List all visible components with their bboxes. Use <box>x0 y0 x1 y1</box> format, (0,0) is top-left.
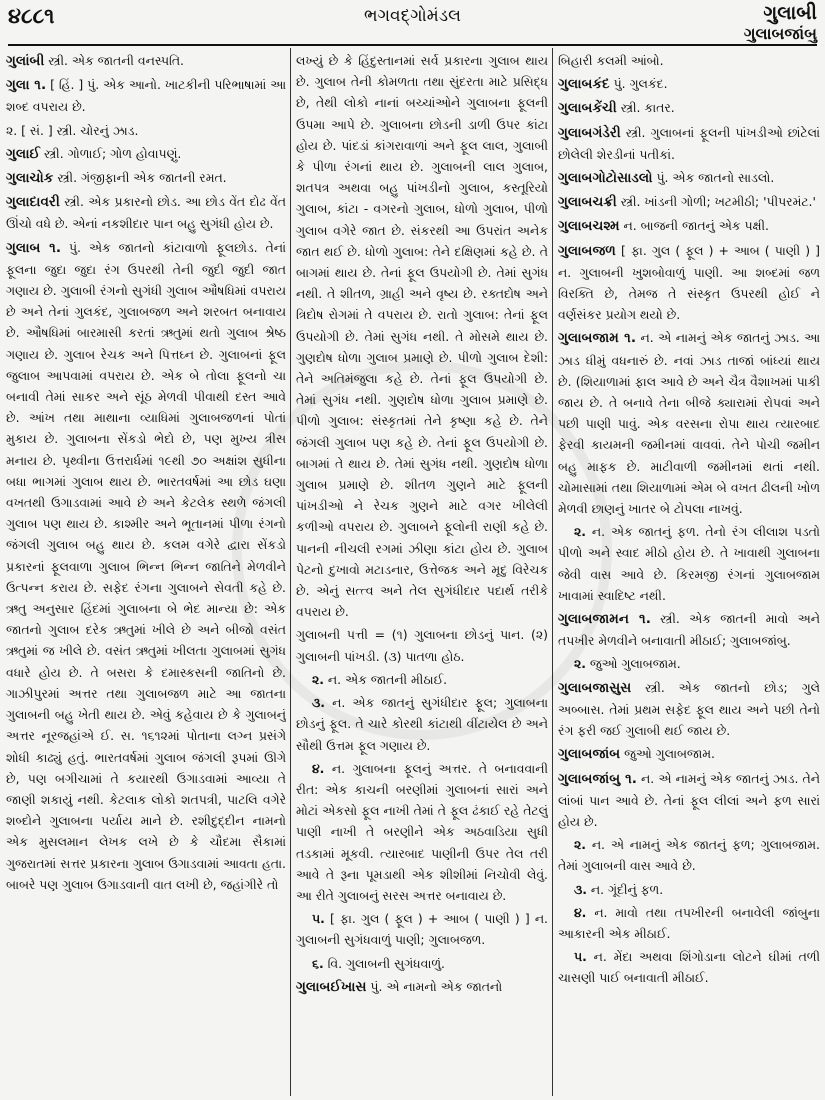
dictionary-entry <box>558 743 820 765</box>
entry-definition: સ્ત્રી. એક જાતનો છોડ; ગુલે અબ્બાસ. તેમાં પ્રથમ સફેદ ફૂલ થાય અને પછી તેનો રંગ ફરી જઈ ગુલાબી થઈ જાય છે. <box>558 679 820 739</box>
dictionary-entry <box>6 74 286 117</box>
dictionary-entry <box>6 167 286 189</box>
entry-headword: ગુલાબગોટોસાડલો <box>558 170 653 187</box>
entry-headword: ગુલાબકંદ <box>558 76 610 93</box>
entry-definition: [ ફા. ગુલ ( ફૂલ ) + આબ ( પાણી ) ] ન. ગુલાબની સુગંધવાળું પાણી; ગુલાબજળ. <box>296 911 548 948</box>
guide-word-top: ગુલાબી <box>763 2 817 24</box>
entry-headword: ૪. <box>574 904 587 920</box>
entry-headword: ૨. <box>574 837 586 853</box>
entry-headword: ગુલાબજાંબ <box>558 746 621 763</box>
entry-headword: ૨. <box>574 656 586 672</box>
entry-headword: ગુલાઈ <box>6 145 41 162</box>
entry-headword: ગુલાબચશ્મ <box>558 218 620 235</box>
dictionary-entry <box>558 677 820 742</box>
entry-definition: ૨. [ સં. ] સ્ત્રી. ચોરનું ઝાડ. <box>6 122 139 138</box>
dictionary-entry <box>558 879 820 900</box>
entry-headword: ગુલાંબી <box>6 53 45 69</box>
dictionary-entry <box>296 908 548 950</box>
dictionary-entry <box>296 669 548 690</box>
dictionary-entry <box>558 73 820 95</box>
entry-headword: ૩. <box>312 695 325 711</box>
entry-definition: ન. એક જાતનું સુગંધીદાર ફૂલ; ગુલાબના છોડનું ફૂલ. તે ચારે કોરથી કાંટાથી વીંટાયેલ છે અને સૌથી ઉત્તમ ફૂલ ગણાય છે. <box>296 695 548 753</box>
entry-definition: ન. એ નામનું એક જાતનું ઝાડ. તેને લાંબાં પાન આવે છે. તેનાં ફૂલ લીલાં અને ફળ સારાં હોય છે. <box>558 770 820 829</box>
dictionary-entry <box>558 167 820 189</box>
entry-definition: જુઓ ગુલાબજામ. <box>585 656 681 672</box>
dictionary-entry <box>558 946 820 988</box>
dictionary-entry <box>6 143 286 165</box>
dictionary-entry <box>558 521 820 606</box>
dictionary-entry <box>6 120 286 141</box>
dictionary-column <box>558 50 820 1096</box>
dictionary-entry <box>558 191 820 213</box>
entry-definition: ન. મેંદા અથવા શિંગોડાના લોટને ઘીમાં તળી ચાસણી પાઈ બનાવાતી મીઠાઈ. <box>558 949 820 986</box>
page-header <box>0 0 825 42</box>
guide-word-bottom: ગુલાબજાંબુ <box>743 24 817 43</box>
dictionary-entry <box>296 953 548 974</box>
dictionary-entry <box>558 834 820 876</box>
entry-headword: ૬. <box>312 955 324 971</box>
entry-definition: [ હિં. ] પું. એક આનો. ખાટકીની પરિભાષામાં આ શબ્દ વપરાય છે. <box>6 77 286 115</box>
dictionary-entry <box>558 97 820 119</box>
entry-definition: પું. ગુલકંદ. <box>609 76 668 92</box>
entry-definition: ન. માવો તથા તપખીરની બનાવેલી જાંબુના આકારની એક મીઠાઈ. <box>558 904 820 941</box>
dictionary-entry <box>296 758 548 906</box>
entry-definition: ગુલાબની પત્તી = (૧) ગુલાબના છોડનું પાન. (૨) ગુલાબની પાંખડી. (૩) પાતળા હોઠ. <box>296 627 548 664</box>
entry-headword: ગુલાબગંડેરી <box>558 124 621 141</box>
entry-definition: [ ફા. ગુલ ( ફૂલ ) + આબ ( પાણી ) ] ન. ગુલાબની ખુશબોવાળું પાણી. આ શબ્દમાં જળ વિરક્તિ છે, તેમજ તે સંસ્કૃત ઉપરથી હોઈ ને વર્ણસંકર પ્રયોગ થયો છે. <box>558 242 820 323</box>
dictionary-entry <box>296 692 548 756</box>
dictionary-column <box>296 50 548 1096</box>
entry-definition: સ્ત્રી. એક જાતની વનસ્પતિ. <box>44 53 184 68</box>
entry-definition: સ્ત્રી. એક જાતની માવો અને તપખીર મેળવીને બનાવાતી મીઠાઈ; ગુલાબજાંબુ. <box>558 611 820 649</box>
dictionary-entry <box>6 191 286 234</box>
entry-headword: ગુલાબજળ <box>558 242 616 259</box>
entry-definition: પું. એક જાતનો સાડલો. <box>652 170 775 186</box>
entry-definition: વિ. ગુલાબની સુગંધવાળું. <box>323 955 445 971</box>
entry-headword: ૫. <box>312 911 325 927</box>
entry-headword: ૨. <box>574 524 586 540</box>
dictionary-entry <box>558 653 820 674</box>
entry-definition: ન. ગૂંદીનું ફળ. <box>586 881 664 897</box>
entry-headword: ગુલાબજાસુસ <box>558 679 632 696</box>
entry-definition: સ્ત્રી. ગંજીફાની એક જાતની રમત. <box>53 170 227 186</box>
entry-definition: ન. એ નામનું એક જાતનું ફળ; ગુલાબજામ. તેમાં ગુલાબની વાસ આવે છે. <box>558 837 820 874</box>
entry-headword: ૨. <box>312 671 324 687</box>
dictionary-entry <box>558 122 820 165</box>
entry-headword: ગુલાબકેંચી <box>558 100 617 117</box>
dictionary-entry <box>558 240 820 326</box>
entry-definition: ન. એક જાતનું ફળ. તેનો રંગ લીલાશ પડતો પીળો અને સ્વાદ મીઠો હોય છે. તે ખાવાથી ગુલાબના જેવી વાસ આવે છે. કિરમજી રંગનાં ગુલાબજામ ખાવામાં સ્વાદિષ્ટ નથી. <box>558 524 820 603</box>
entry-definition: સ્ત્રી. ખાંડની ગોળી; ખટમીઠી; 'પીપરમંટ.' <box>616 194 816 210</box>
header-rule <box>8 44 817 46</box>
entry-headword: ગુલાબજામન ૧. <box>558 611 651 628</box>
page-number: ૪૮૮૧ <box>8 4 55 28</box>
entry-definition: ન. ગુલાબના ફૂલનું અત્તર. તે બનાવવાની રીત: એક કાચની બરણીમાં ગુલાબનાં સારાં અને મોટાં એકસો ફૂલ નાખી તેમાં તે ફૂલ ઢંકાઈ રહે તેટલું પાણી નાખી તે બરણીને એક અઠવાડિયા સુધી તડકામાં મૂકવી. ત્યારબાદ પાણીની ઉપર તેલ તરી આવે તે રૂના પૂમડાથી એક શીશીમાં નિચોવી લેવું. આ રીતે ગુલાબનું સરસ અત્તર બનાવાય છે. <box>296 760 548 903</box>
dictionary-column <box>6 50 286 1096</box>
entry-headword: ૪. <box>312 760 325 776</box>
entry-headword: ગુલા ૧. <box>6 77 47 94</box>
entry-headword: ૫. <box>574 949 587 965</box>
entry-headword: ગુલાબચક્રી <box>558 194 617 211</box>
entry-headword: ગુલાબજામ ૧. <box>558 330 636 347</box>
dictionary-entry <box>558 768 820 833</box>
entry-definition: સ્ત્રી. ગુલાબનાં ફૂલની પાંખડીઓ છાંટેલાં છોલેલી શેરડીનાં પતીકાં. <box>558 124 820 162</box>
entry-definition: સ્ત્રી. ગોળાઈ; ગોળ હોવાપણું. <box>40 145 182 161</box>
entry-definition: લખ્યું છે કે હિંદુસ્તાનમાં સર્વ પ્રકારના ગુલાબ થાય છે. ગુલાબ તેની કોમળતા તથા સુંદરતા માટે પ્રસિદ્ધ છે, તેથી લોકો નાનાં બચ્ચાંઓને ગુલાબના ફૂલની ઉપમા આપે છે. ગુલાબના છોડની ડાળી ઉપર કાંટા હોય છે. પાંદડાં કાંગરાવાળાં અને ફૂલ લાલ, ગુલાબી કે પીળા રંગનાં થાય છે. ગુલાબની લાલ ગુલાબ, શતપત્ર અથવા બહુ પાંખડીનો ગુલાબ, કસ્તૂરિયો ગુલાબ, કાંટા - વગરનો ગુલાબ, ધોળો ગુલાબ, પીળો ગુલાબ વગેરે જાત છે. સંકરથી આ ઉપરાંત અનેક જાત થઈ છે. ધોળો ગુલાબ: તેને દક્ષિણમાં કહે છે. તે બાગમાં થાય છે. તેનાં ફૂલ ઉપયોગી છે. તેમાં સુગંધ નથી. તે શીતળ, ગ્રાહી અને વૃષ્ય છે. રક્તદોષ અને ત્રિદોષ રોગમાં તે વપરાય છે. રાતો ગુલાબ: તેનાં ફૂલ ઉપયોગી છે. તેમાં સુગંધ નથી. તે મોસમે થાય છે. ગુણદોષ ધોળા ગુલાબ પ્રમાણે છે. પીળો ગુલાબ દેશી: તેને અતિમંજુલા કહે છે. તેનાં ફૂલ ઉપયોગી છે. તેમાં સુગંધ નથી. ગુણદોષ ધોળા ગુલાબ પ્રમાણે છે. પીળો ગુલાબ: સંસ્કૃતમાં તેને કૃષ્ણા કહે છે. તેને જંગલી ગુલાબ પણ કહે છે. તેનાં ફૂલ ઉપયોગી છે. બાગમાં તે થાય છે. તેમાં સુગંધ નથી. ગુણદોષ ધોળા ગુલાબ પ્રમાણે છે. શીતળ ગુણને માટે ફૂલની પાંખડીઓ ને રેચક ગુણને માટે વગર ખીલેલી કળીઓ વપરાય છે. ગુલાબને ફૂલોની રાણી કહે છે. પાનની નીચલી રગમાં ઝીણા કાંટા હોય છે. ગુલાબ પેટનો દુખાવો મટાડનાર, ઉત્તેજક અને મૃદુ વિરેચક છે. એનું સત્ત્વ અને તેલ સુગંધીદાર પદાર્થ તરીકે વપરાય છે. <box>296 53 548 620</box>
entry-headword: ગુલાદાવરી <box>6 194 60 211</box>
entry-definition: પું. એક જાતનો કાંટાવાળો ફૂલછોડ. તેનાં ફૂલના જુદા જુદા રંગ ઉપરથી તેની જુદી જુદી જાત ગણાય છે. ગુલાબી રંગનો સુગંધી ગુલાબ ઔષધિમાં વપરાય છે અને તેનાં ગુલકંદ, ગુલાબજળ અને શરબત બનાવાય છે. ઔષધિમાં બારમાસી કરતાં ઋતુમાં થતો ગુલાબ શ્રેષ્ઠ ગણાય છે. ગુલાબ રેચક અને પિત્તઘ્ન છે. ગુલાબનાં ફૂલ જુલાબ આપવામાં વપરાય છે. એક બે તોલા ફૂલનો ચા બનાવી તેમાં સાકર અને સૂંઠ મેળવી પીવાથી દસ્ત આવે છે. આંખ તથા માથાના વ્યાધિમાં ગુલાબજળનાં પોતાં મુકાય છે. ગુલાબના સેંકડો ભેદો છે, પણ મુખ્ય ત્રીસ મનાય છે. પૃથ્વીના ઉત્તરાર્ધમાં ૧૯થી ૭૦ અક્ષાંશ સુધીના બધા ભાગમાં ગુલાબ થાય છે. ભારતવર્ષમાં આ છોડ ઘણા વખતથી ઉગાડવામાં આવે છે અને કેટલેક સ્થળે જંગલી ગુલાબ પણ થાય છે. કાશ્મીર અને ભૂતાનમાં પીળા રંગનો જંગલી ગુલાબ બહુ થાય છે. કલમ વગેરે દ્વારા સેંકડો પ્રકારનાં ફૂલવાળા ગુલાબ ભિન્ન ભિન્ન જાતિને મેળવીને ઉત્પન્ન કરાય છે. સફેદ રંગના ગુલાબને સેવતી કહે છે. ઋતુ અનુસાર હિંદમાં ગુલાબના બે ભેદ માન્યા છે: એક જાતનો ગુલાબ દરેક ઋતુમાં ખીલે છે અને બીજો વસંત ઋતુમાં જ ખીલે છે. વસંત ઋતુમાં ખીલતા ગુલાબમાં સુગંધ વધારે હોય છે. તે બસરા કે દમાસ્કસની જાતિનો છે. ગાઝીપુરમાં અત્તર તથા ગુલાબજળ માટે આ જાતના ગુલાબની બહુ ખેતી થાય છે. એવું કહેવાય છે કે ગુલાબનું અત્તર નૂરજહાંએ ઈ. સ. ૧૬૧૨માં પોતાના લગ્ન પ્રસંગે શોધી કાઢ્યું હતું. ભારતવર્ષમાં ગુલાબ જંગલી રૂપમાં ઊગે છે, પણ બગીચામાં તે કયારથી ઉગાડવામાં આવ્યા તે જાણી શકાયું નથી. કેટલાક લોકો શતપત્રી, પાટલિ વગેરે શબ્દોને ગુલાબના પર્યાય માને છે. રશીદુદ્દીન નામનો એક મુસલમાન લેખક લખે છે કે ચૌદમા સૈકામાં ગુજરાતમાં સત્તર પ્રકારના ગુલાબ ઉગાડવામાં આવતા હતા. બાબરે પણ ગુલાબ ઉગાડવાની વાત લખી છે, જહાંગીરે તો <box>6 239 286 892</box>
entry-headword: ૩. <box>574 881 587 897</box>
dictionary-entry <box>6 237 286 895</box>
page-title: ભગવદ્ગોમંડલ <box>364 6 461 26</box>
entry-definition: ન. બાજની જાતનું એક પક્ષી. <box>619 218 769 234</box>
dictionary-entry <box>6 50 286 72</box>
entry-definition: પું. એ નામનો એક જાતનો <box>366 978 503 994</box>
entry-headword: ગુલાબજાંબુ ૧. <box>558 770 637 787</box>
dictionary-entry <box>296 624 548 666</box>
dictionary-entry <box>558 902 820 944</box>
dictionary-entry <box>558 215 820 237</box>
entry-headword: ગુલાબઈખાસ <box>296 978 367 995</box>
dictionary-entry <box>296 976 548 998</box>
entry-definition: ન. એ નામનું એક જાતનું ઝાડ. આ ઝાડ ધીમું વધનારું છે. નવાં ઝાડ તાજાં બાંધ્યાં થાય છે. (શિયાળામાં ફાલ આવે છે અને ચૈત્ર વૈશાખમાં પાકી જાય છે. તે બનાવે તેના બીજે ક્યારામાં રોપવાં અને પછી પાણી પાવું. એક વરસના રોપા થાય ત્યારબાદ ફેરવી કાયમની જમીનમાં વાવવાં. તેને પોચી જમીન બહુ માફક છે. માટીવાળી જમીનમાં થતાં નથી. ચોમાસામાં તથા શિયાળામાં એમ બે વખત ઢીલની ખોળ મેળવી છાણનું ખાતર બે ટોપલા નાખવું. <box>558 330 820 517</box>
entry-headword: ગુલાચોક <box>6 170 54 187</box>
entry-definition: ન. એક જાતની મીઠાઈ. <box>323 671 448 687</box>
entry-definition: જુઓ ગુલાબજામ. <box>620 746 715 762</box>
entry-definition: સ્ત્રી. એક પ્રકારનો છોડ. આ છોડ વેંત દોઢ વેંત ઊંચો વધે છે. એનાં નકશીદાર પાન બહુ સુગંધી હોય છે. <box>6 194 286 232</box>
dictionary-entry <box>558 608 820 651</box>
dictionary-entry <box>558 50 820 71</box>
dictionary-entry <box>296 50 548 622</box>
dictionary-entry <box>558 327 820 519</box>
entry-headword: ગુલાબ ૧. <box>6 239 62 256</box>
entry-definition: સ્ત્રી. કાતર. <box>616 100 675 116</box>
entry-definition: બિહારી કલમી આંબો. <box>558 53 664 68</box>
